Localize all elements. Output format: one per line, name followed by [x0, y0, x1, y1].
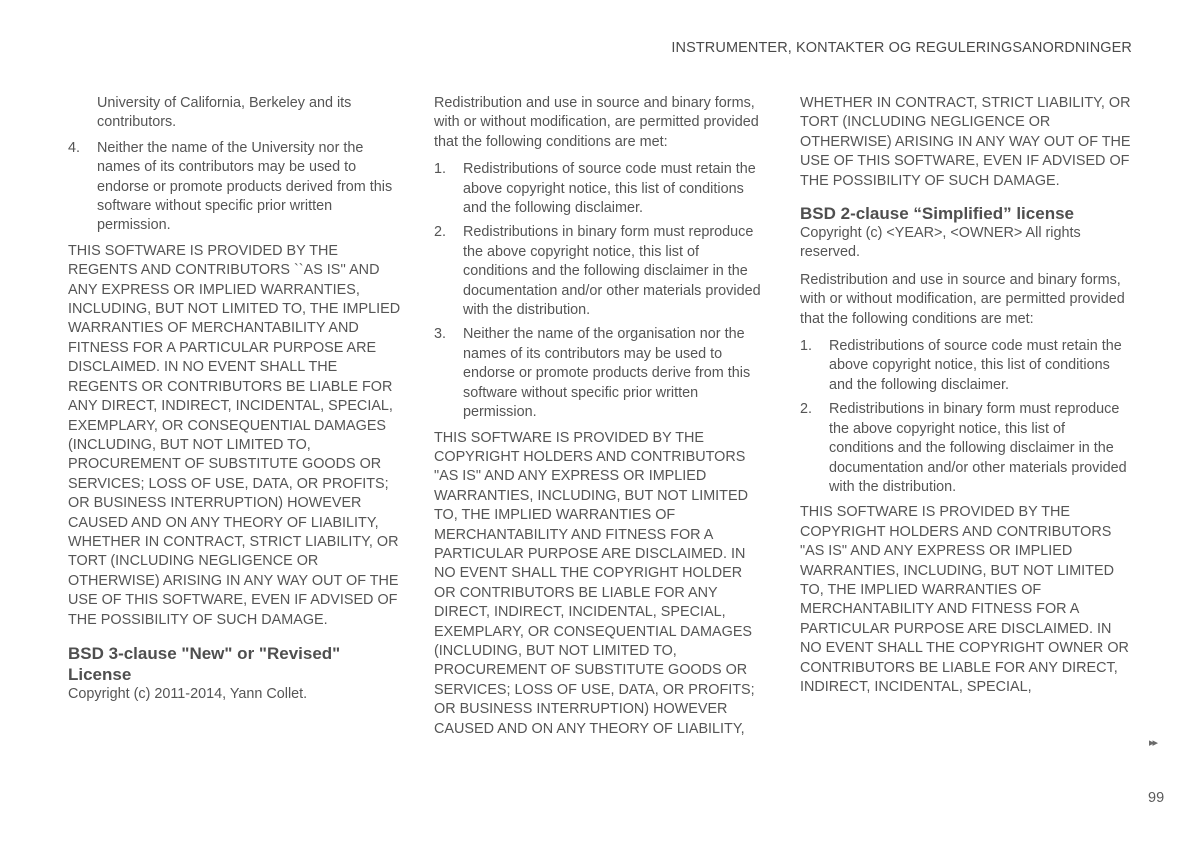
running-header: INSTRUMENTER, KONTAKTER OG REGULERINGSANORDNINGER [671, 40, 1132, 56]
page-number: 99 [1148, 790, 1165, 806]
list-item [434, 160, 767, 218]
continue-arrows-icon: ▸▸ [1149, 737, 1157, 749]
copyright-line: Copyright (c) <YEAR>, <OWNER> All rights reserved. [800, 225, 1081, 261]
text-column-3 [800, 94, 1133, 705]
copyright-line: Copyright (c) 2011-2014, Yann Collet. [68, 685, 308, 702]
list-item-text: Redistributions of source code must retain the above copyright notice, this list of conditions and the following disclaimer. [463, 161, 756, 217]
disclaimer-text: THIS SOFTWARE IS PROVIDED BY THE COPYRIGHT HOLDERS AND CONTRIBUTORS "AS IS" AND ANY EXPRESS OR IMPLIED WARRANTIES, INCLUDING, BUT NOT LIMITED TO, THE IMPLIED WARRANTIES OF MERCHANTABILITY AND FITNESS FOR A PARTICULAR PURPOSE ARE DISCLAIMED. IN NO EVENT SHALL THE COPYRIGHT OWNER OR CONTRIBUTORS BE LIABLE FOR ANY DIRECT, INDIRECT, INCIDENTAL, SPECIAL, [800, 504, 1129, 695]
license-intro: Redistribution and use in source and binary forms, with or without modification, are permitted provided that the following conditions are met: [434, 95, 759, 150]
list-item-number: 1. [434, 161, 447, 178]
list-item-text: Redistributions of source code must retain the above copyright notice, this list of conditions and the following disclaimer. [829, 338, 1122, 393]
condition-list [68, 139, 401, 236]
list-item-text: Redistributions in binary form must reproduce the above copyright notice, this list of conditions and the following disclaimer in the documentation and/or other materials provided with the distribution. [463, 224, 761, 319]
text-column-1 [68, 94, 401, 712]
list-item [800, 337, 1133, 395]
list-item-number: 2. [800, 401, 813, 418]
list-item-number: 3. [434, 326, 447, 343]
list-item [434, 223, 767, 320]
list-item-number: 2. [434, 224, 447, 241]
list-item-number: 1. [800, 338, 813, 355]
list-item-text: Redistributions in binary form must reproduce the above copyright notice, this list of conditions and the following disclaimer in the documentation and/or other materials provided with the distribution. [829, 401, 1127, 495]
list-item [68, 139, 401, 236]
condition-list [434, 160, 767, 422]
list-item-text: Neither the name of the University nor the names of its contributors may be used to endorse or promote products derived from this software without specific prior written permission. [97, 139, 393, 234]
list-item [800, 400, 1133, 497]
condition-list [800, 337, 1133, 497]
list-item-number: 4. [68, 139, 81, 156]
section-heading: BSD 3-clause "New" or "Revised" License [68, 643, 341, 684]
text-column-2 [434, 94, 767, 747]
section-heading: BSD 2-clause “Simplified” license [800, 204, 1074, 224]
continued-disclaimer-text: WHETHER IN CONTRACT, STRICT LIABILITY, OR TORT (INCLUDING NEGLIGENCE OR OTHERWISE) ARISING IN ANY WAY OUT OF THE USE OF THIS SOFTWARE, EVEN IF ADVISED OF THE POSSIBILITY OF SUCH DAMAGE. [800, 95, 1131, 189]
continued-list-text: University of California, Berkeley and its contributors. [97, 95, 352, 131]
license-intro: Redistribution and use in source and binary forms, with or without modification, are permitted provided that the following conditions are met: [800, 271, 1125, 327]
list-item [434, 325, 767, 422]
list-item-text: Neither the name of the organisation nor the names of its contributors may be used to endorse or promote products derive from this software without specific prior written permission. [463, 326, 751, 421]
disclaimer-text: THIS SOFTWARE IS PROVIDED BY THE REGENTS AND CONTRIBUTORS ``AS IS'' AND ANY EXPRESS OR IMPLIED WARRANTIES, INCLUDING, BUT NOT LIMITED TO, THE IMPLIED WARRANTIES OF MERCHANTABILITY AND FITNESS FOR A PARTICULAR PURPOSE ARE DISCLAIMED. IN NO EVENT SHALL THE REGENTS OR CONTRIBUTORS BE LIABLE FOR ANY DIRECT, INDIRECT, INCIDENTAL, SPECIAL, EXEMPLARY, OR CONSEQUENTIAL DAMAGES (INCLUDING, BUT NOT LIMITED TO, PROCUREMENT OF SUBSTITUTE GOODS OR SERVICES; LOSS OF USE, DATA, OR PROFITS; OR BUSINESS INTERRUPTION) HOWEVER CAUSED AND ON ANY THEORY OF LIABILITY, WHETHER IN CONTRACT, STRICT LIABILITY, OR TORT (INCLUDING NEGLIGENCE OR OTHERWISE) ARISING IN ANY WAY OUT OF THE USE OF THIS SOFTWARE, EVEN IF ADVISED OF THE POSSIBILITY OF SUCH DAMAGE. [68, 242, 401, 628]
disclaimer-text: THIS SOFTWARE IS PROVIDED BY THE COPYRIGHT HOLDERS AND CONTRIBUTORS "AS IS" AND ANY EXPRESS OR IMPLIED WARRANTIES, INCLUDING, BUT NOT LIMITED TO, THE IMPLIED WARRANTIES OF MERCHANTABILITY AND FITNESS FOR A PARTICULAR PURPOSE ARE DISCLAIMED. IN NO EVENT SHALL THE COPYRIGHT HOLDER OR CONTRIBUTORS BE LIABLE FOR ANY DIRECT, INDIRECT, INCIDENTAL, SPECIAL, EXEMPLARY, OR CONSEQUENTIAL DAMAGES (INCLUDING, BUT NOT LIMITED TO, PROCUREMENT OF SUBSTITUTE GOODS OR SERVICES; LOSS OF USE, DATA, OR PROFITS; OR BUSINESS INTERRUPTION) HOWEVER CAUSED AND ON ANY THEORY OF LIABILITY, [434, 429, 755, 737]
